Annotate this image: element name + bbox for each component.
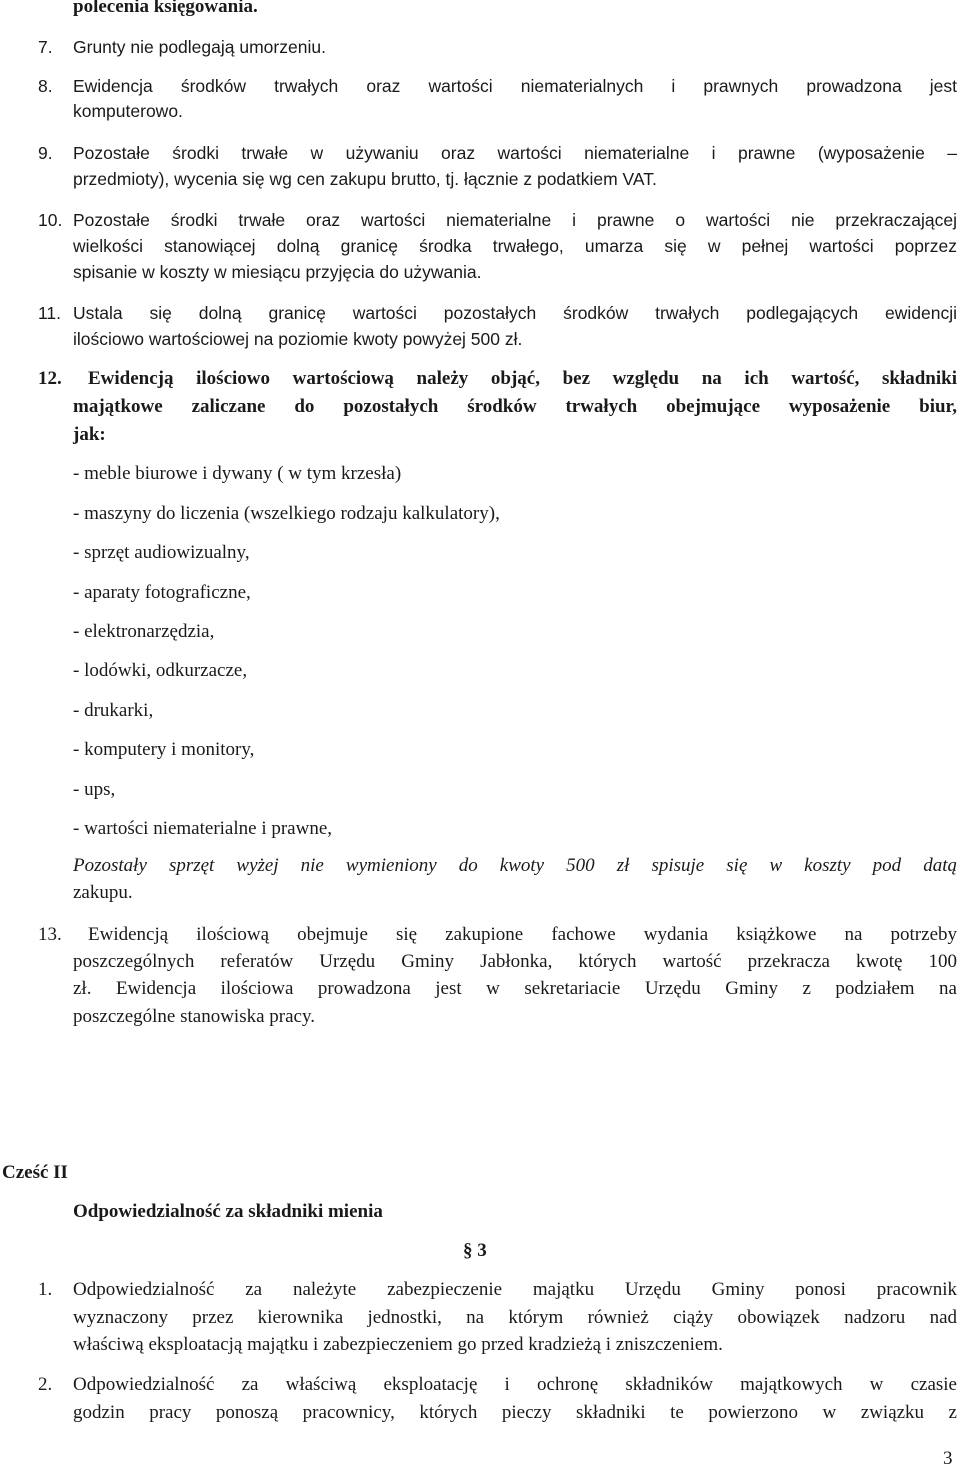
item-8-line-2: komputerowo. (73, 101, 183, 121)
item-13-number: 13. (38, 924, 62, 945)
part-heading: Cześć II (2, 1162, 68, 1183)
list-item: - maszyny do liczenia (wszelkiego rodzaju kalkulatory), (73, 503, 500, 524)
item-11-line-1: Ustala się dolną granicę wartości pozostałych środków trwałych podlegających ewidencji (73, 303, 957, 323)
part2-item-1-number: 1. (38, 1279, 53, 1300)
list-item: - aparaty fotograficzne, (73, 582, 251, 603)
item-13-line-2: poszczególnych referatów Urzędu Gminy Jabłonka, których wartość przekracza kwotę 100 (73, 951, 957, 972)
item-10-line-3: spisanie w koszty w miesiącu przyjęcia do używania. (73, 262, 482, 282)
continued-line: polecenia księgowania. (73, 0, 258, 17)
item-13-line-4: poszczególne stanowiska pracy. (73, 1006, 315, 1027)
list-item: - sprzęt audiowizualny, (73, 542, 250, 563)
item-9-line-1: Pozostałe środki trwałe w używaniu oraz wartości niematerialne i prawne (wyposażenie – (73, 143, 957, 163)
item-8-line-1: Ewidencja środków trwałych oraz wartości niematerialnych i prawnych prowadzona jest (73, 76, 957, 96)
list-item: - lodówki, odkurzacze, (73, 660, 248, 681)
item-10-line-1: Pozostałe środki trwałe oraz wartości niematerialne i prawne o wartości nie przekraczającej (73, 210, 957, 230)
item-10-line-2: wielkości stanowiącej dolną granicę środka trwałego, umarza się w pełnej wartości poprzez (73, 236, 957, 256)
item-7-number: 7. (38, 37, 53, 57)
item-12-line-3: jak: (73, 424, 106, 445)
item-12-line-1: Ewidencją ilościowo wartościową należy objąć, bez względu na ich wartość, składniki (88, 368, 957, 389)
part2-item-2-number: 2. (38, 1374, 53, 1395)
part2-item-1-line-2: wyznaczony przez kierownika jednostki, na którym również ciąży obowiązek nadzoru nad (73, 1307, 957, 1328)
item-9-line-2: przedmioty), wycenia się wg cen zakupu brutto, tj. łącznie z podatkiem VAT. (73, 169, 657, 189)
item-11-line-2: ilościowo wartościowej na poziomie kwoty powyżej 500 zł. (73, 329, 523, 349)
note-line-1: Pozostały sprzęt wyżej nie wymieniony do kwoty 500 zł spisuje się w koszty pod datą (73, 855, 957, 876)
list-item: - elektronarzędzia, (73, 621, 215, 642)
part2-item-1-line-3: właściwą eksploatacją majątku i zabezpieczeniem go przed kradzieżą i zniszczeniem. (73, 1334, 723, 1355)
item-10-number: 10. (38, 210, 63, 230)
list-item: - drukarki, (73, 700, 154, 721)
item-13-line-1: Ewidencją ilościową obejmuje się zakupione fachowe wydania książkowe na potrzeby (88, 924, 957, 945)
item-12-number: 12. (38, 368, 62, 389)
item-11-number: 11. (38, 303, 62, 323)
part2-item-1-line-1: Odpowiedzialność za należyte zabezpieczenie majątku Urzędu Gminy ponosi pracownik (73, 1279, 957, 1300)
note-line-2: zakupu. (73, 882, 133, 903)
part2-item-2-line-1: Odpowiedzialność za właściwą eksploatację i ochronę składników majątkowych w czasie (73, 1374, 957, 1395)
list-item: - wartości niematerialne i prawne, (73, 818, 333, 839)
paragraph-symbol: § 3 (463, 1240, 487, 1261)
list-item: - meble biurowe i dywany ( w tym krzesła) (73, 463, 402, 484)
list-item: - komputery i monitory, (73, 739, 255, 760)
item-9-number: 9. (38, 143, 53, 163)
section-subheading: Odpowiedzialność za składniki mienia (73, 1201, 383, 1222)
item-12-line-2: majątkowe zaliczane do pozostałych środków trwałych obejmujące wyposażenie biur, (73, 396, 957, 417)
item-7-text: Grunty nie podlegają umorzeniu. (73, 37, 326, 57)
list-item: - ups, (73, 779, 116, 800)
item-8-number: 8. (38, 76, 53, 96)
part2-item-2-line-2: godzin pracy ponoszą pracownicy, których pieczy składniki te powierzono w związku z (73, 1402, 957, 1423)
page-number: 3 (943, 1448, 953, 1469)
item-13-line-3: zł. Ewidencja ilościowa prowadzona jest w sekretariacie Urzędu Gminy z podziałem na (73, 978, 957, 999)
